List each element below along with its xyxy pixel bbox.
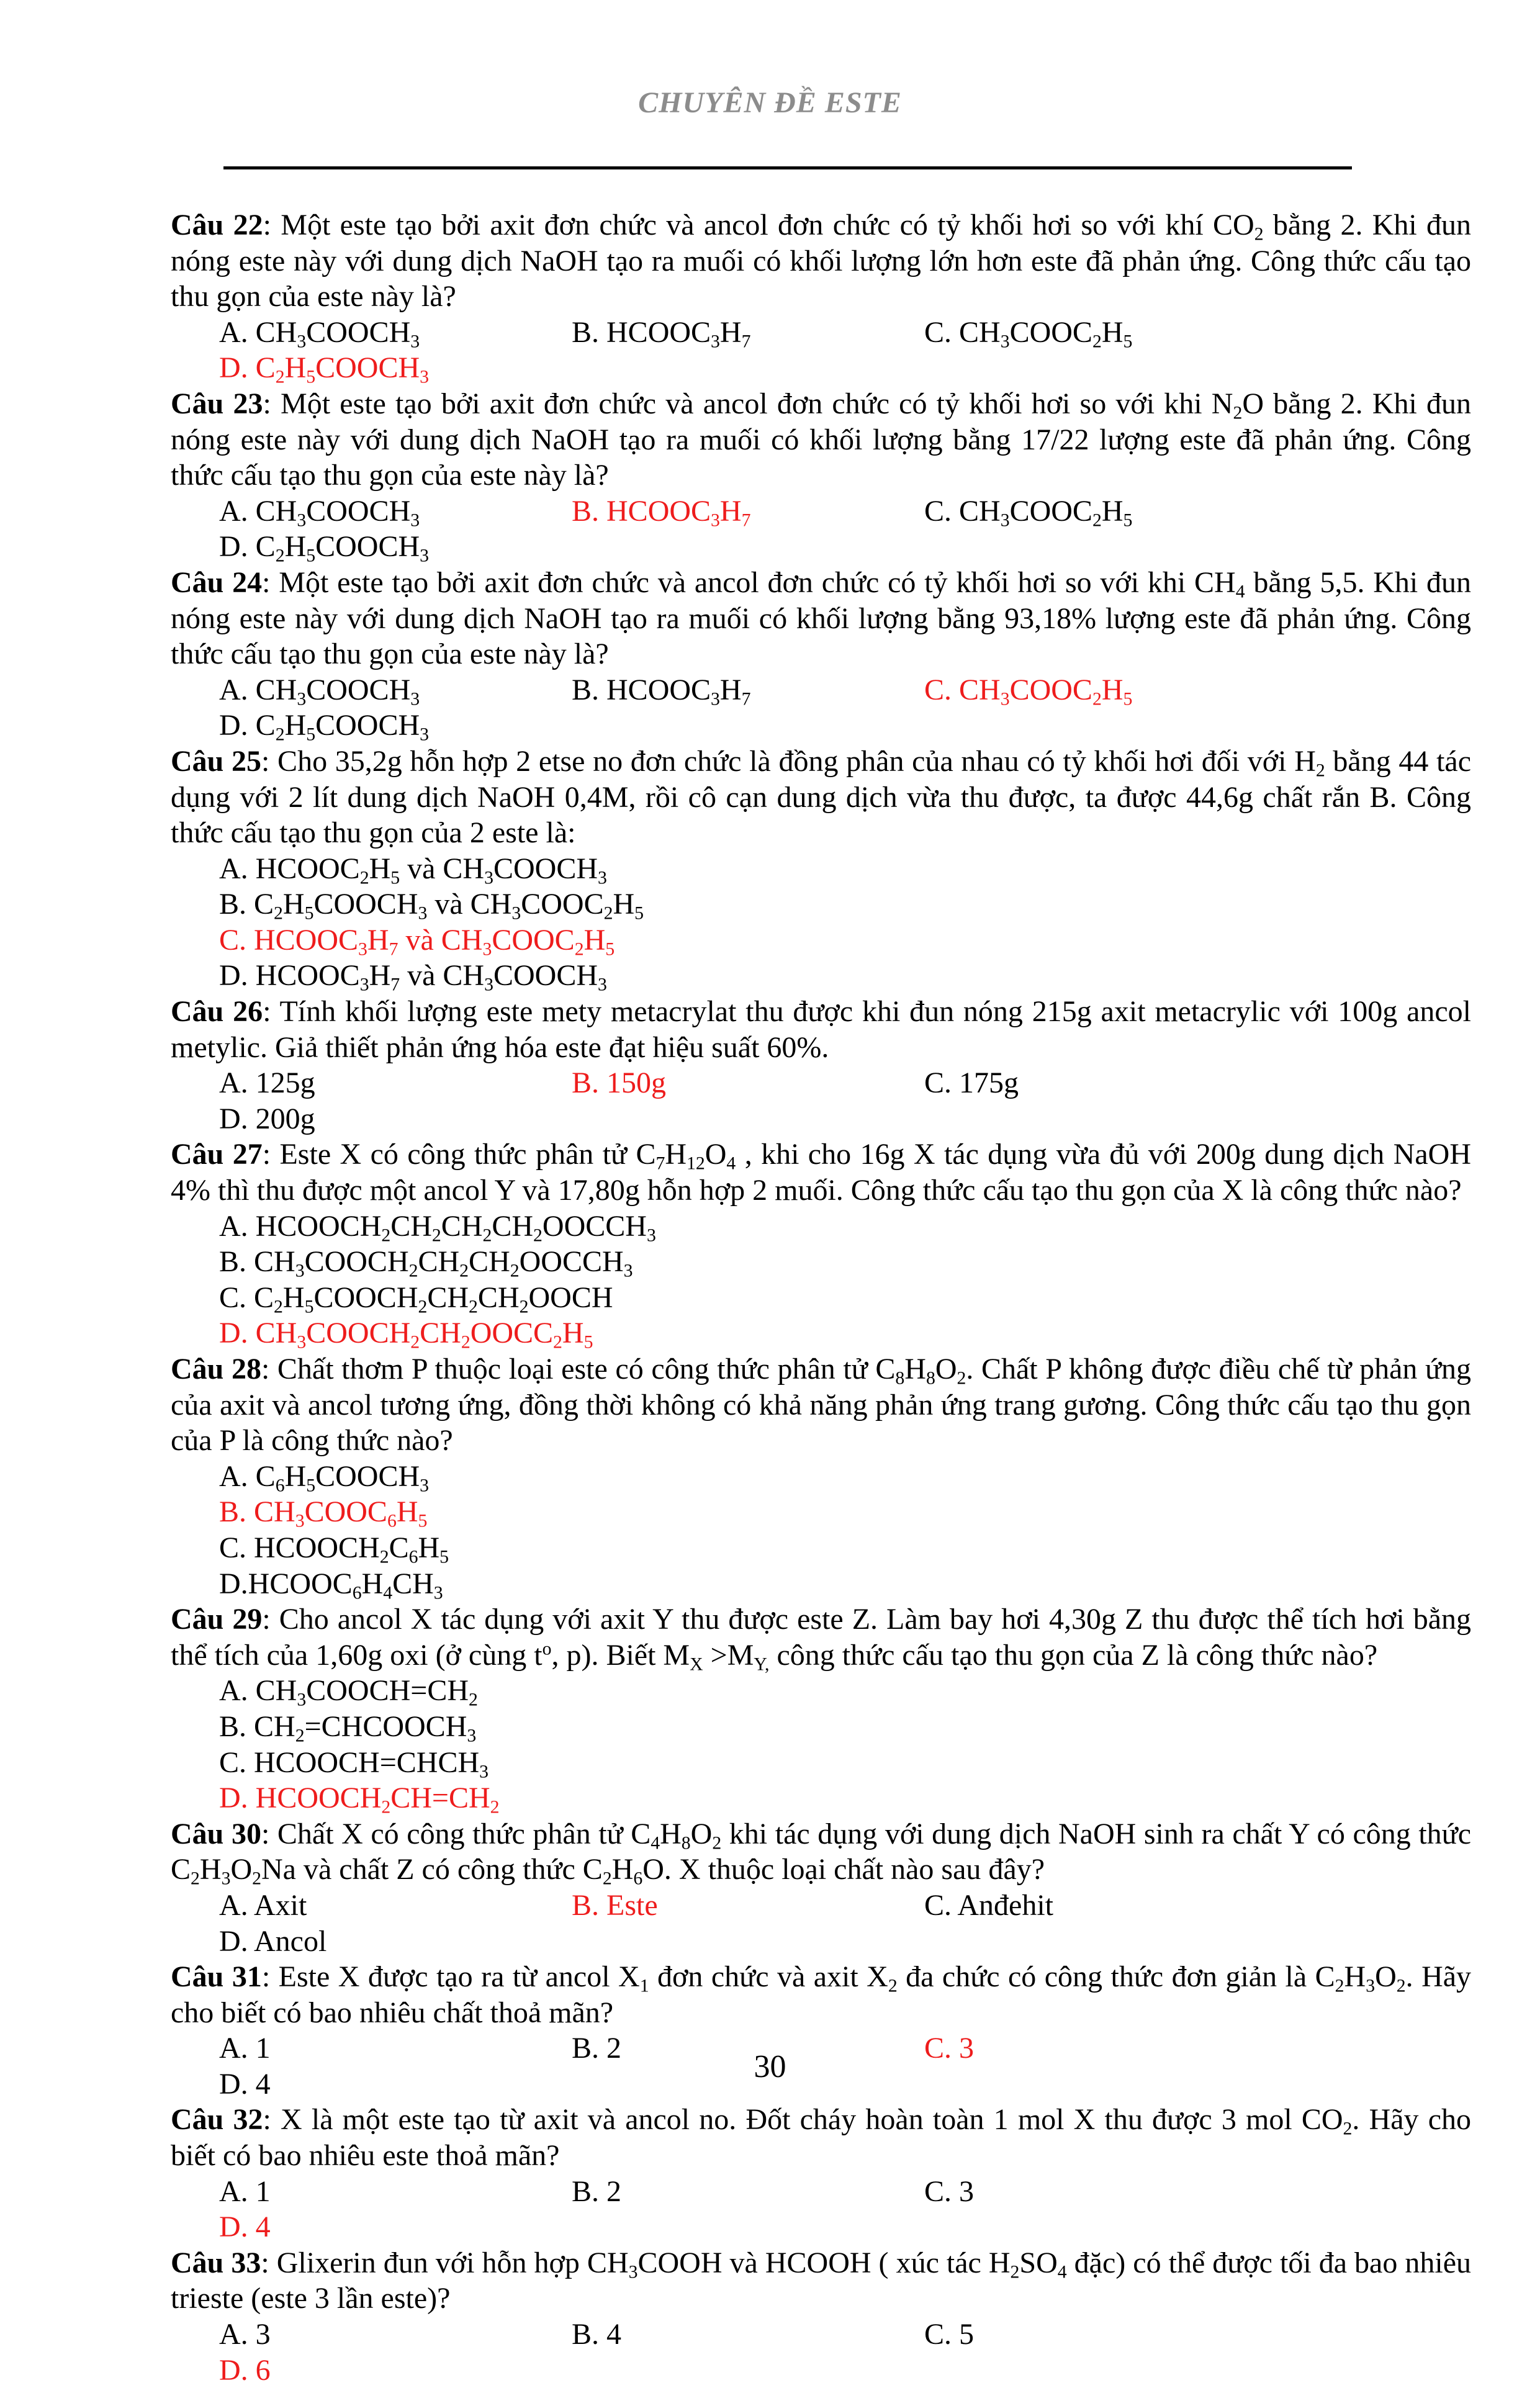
option-a: A. $CH_3COOCH_3$ — [219, 315, 420, 352]
option-a: A. 3 — [219, 2318, 271, 2351]
option-a: A. $CH_3COOCH_3$ — [219, 494, 420, 531]
options — [171, 1065, 1471, 1137]
option-a: A. 1 — [219, 2174, 271, 2208]
option-c: C. $CH_3COOC_2H_5$ — [924, 315, 1133, 352]
option-c: C. $C_2H_5COOCH_2CH_2CH_2OOCH$ — [219, 1281, 613, 1317]
question-27 — [171, 1137, 1471, 1351]
option-b: B. $CH_3COOCH_2CH_2CH_2OOCCH_3$ — [219, 1245, 633, 1281]
page-number: 30 — [754, 2049, 786, 2084]
options — [171, 315, 1471, 386]
options — [171, 1673, 1471, 1816]
question-25 — [171, 744, 1471, 994]
options — [171, 1209, 1471, 1351]
option-a: A. $HCOOC_2H_5$ và $CH_3COOCH_3$ — [219, 852, 607, 888]
question-label: Câu 22 — [171, 209, 263, 241]
option-a: A. $HCOOCH_2CH_2CH_2CH_2OOCCH_3$ — [219, 1209, 656, 1245]
option-c: C. $CH_3COOC_2H_5$ — [924, 494, 1133, 531]
question-32 — [171, 2102, 1471, 2245]
option-d-answer: D. $C_2H_5COOCH_3$ — [219, 351, 430, 387]
question-29 — [171, 1602, 1471, 1816]
option-d-answer: D. $HCOOCH_2CH=CH_2$ — [219, 1782, 500, 1818]
options — [171, 672, 1471, 744]
option-c-answer: C. $CH_3COOC_2H_5$ — [924, 673, 1133, 710]
question-22 — [171, 207, 1471, 386]
question-30 — [171, 1816, 1471, 1959]
question-24 — [171, 565, 1471, 744]
option-d-answer: D. 4 — [219, 2210, 271, 2244]
options — [171, 493, 1471, 565]
option-c: C. 175g — [924, 1066, 1019, 1100]
option-d-answer: D. $CH_3COOCH_2CH_2OOCC_2H_5$ — [219, 1317, 593, 1353]
option-b: B. $HCOOC_3H_7$ — [572, 673, 751, 710]
question-stem: Câu 31: Este X được tạo ra từ ancol $X_1$ đơn chức và axit $X_2$ đa chức có công thức đơn giản là $C_2H_3O_2$. Hãy cho biết có bao nhiêu chất thoả mãn? — [171, 1960, 1472, 2029]
question-stem: Câu 32: X là một este tạo từ axit và ancol no. Đốt cháy hoàn toàn 1 mol X thu được 3 mol $CO_2$. Hãy cho biết có bao nhiêu este thoả mãn? — [171, 2103, 1472, 2173]
question-label: Câu 26 — [171, 995, 263, 1029]
question-stem: Câu 25: Cho 35,2g hỗn hợp 2 etse no đơn chức là đồng phân của nhau có tỷ khối hơi đối với $H_2$ bằng 44 tác dụng với 2 lít dung dịch NaOH 0,4M, rồi cô cạn dung dịch vừa thu được, ta được 44,6g chất rắn B. Công thức cấu tạo thu gọn của 2 este là: — [171, 744, 1472, 850]
question-stem: Câu 27: Este X có công thức phân tử $C_7H_{12}O_4$ , khi cho 16g X tác dụng vừa đủ với 200g dung dịch NaOH 4% thì thu được một ancol Y và 17,80g hỗn hợp 2 muối. Công thức cấu tạo thu gọn của X là công thức nào? — [171, 1138, 1471, 1207]
question-label: Câu 30 — [171, 1817, 261, 1850]
page-header: CHUYÊN ĐỀ ESTE — [638, 86, 902, 119]
option-b-answer: B. 150g — [572, 1066, 667, 1100]
option-b-answer: B. Este — [572, 1888, 658, 1922]
question-stem: Câu 30: Chất X có công thức phân tử $C_4H_8O_2$ khi tác dụng với dung dịch NaOH sinh ra chất Y có công thức $C_2H_3O_2Na$ và chất Z có công thức $C_2H_6O$. X thuộc loại chất nào sau đây? — [171, 1817, 1472, 1889]
question-33 — [171, 2245, 1471, 2388]
question-label: Câu 29 — [171, 1603, 263, 1636]
option-b-answer: B. $CH_3COOC_6H_5$ — [219, 1495, 428, 1531]
header-rule — [223, 166, 1352, 169]
option-c: C. 3 — [924, 2174, 975, 2208]
question-stem: Câu 24: Một este tạo bởi axit đơn chức và ancol đơn chức có tỷ khối hơi so với khi $CH_4$ bằng 5,5. Khi đun nóng este này với dung dịch NaOH tạo ra muối có khối lượng bằng 93,18% lượng este đã phản ứng. Công thức cấu tạo thu gọn của este này là? — [171, 565, 1472, 671]
option-a: A. $CH_3COOCH_3$ — [219, 673, 420, 710]
option-a: A. 1 — [219, 2032, 271, 2065]
question-label: Câu 28 — [171, 1353, 261, 1385]
question-stem: Câu 22: Một este tạo bởi axit đơn chức và ancol đơn chức có tỷ khối hơi so với khí $CO_2$ bằng 2. Khi đun nóng este này với dung dịch NaOH tạo ra muối có khối lượng lớn hơn este đã phản ứng. Công thức cấu tạo thu gọn của este này là? — [171, 209, 1472, 313]
option-c: C. $HCOOCH_2C_6H_5$ — [219, 1531, 449, 1567]
question-28 — [171, 1351, 1471, 1602]
question-stem: Câu 28: Chất thơm P thuộc loại este có công thức phân tử $C_8H_8O_2$. Chất P không được điều chế từ phản ứng của axit và ancol tương ứng, đồng thời không có khả năng phản ứng trang gương. Công thức cấu tạo thu gọn của P là công thức nào? — [171, 1353, 1472, 1458]
question-label: Câu 23 — [171, 387, 263, 420]
options — [171, 851, 1471, 994]
option-a: A. 125g — [219, 1066, 315, 1100]
option-b: B. $HCOOC_3H_7$ — [572, 315, 751, 352]
question-stem: Câu 26: Tính khối lượng este mety metacrylat thu được khi đun nóng 215g axit metacrylic với 100g ancol metylic. Giả thiết phản ứng hóa este đạt hiệu suất 60%. — [171, 995, 1472, 1064]
question-label: Câu 24 — [171, 565, 263, 599]
question-label: Câu 32 — [171, 2103, 263, 2137]
option-c: C. $HCOOCH=CHCH_3$ — [219, 1746, 489, 1782]
options — [171, 2174, 1471, 2245]
option-d: D. $C_2H_5COOCH_3$ — [219, 530, 430, 566]
option-b: B. $CH_2=CHCOOCH_3$ — [219, 1710, 477, 1746]
option-a: A. $C_6H_5COOCH_3$ — [219, 1459, 430, 1496]
question-23 — [171, 386, 1471, 565]
option-b-answer: B. $HCOOC_3H_7$ — [572, 494, 751, 531]
option-c-answer: C. $HCOOC_3H_7$ và $CH_3COOC_2H_5$ — [219, 923, 615, 960]
option-c: C. 5 — [924, 2318, 975, 2351]
options — [171, 2317, 1471, 2388]
option-d: D. $C_2H_5COOCH_3$ — [219, 709, 430, 745]
options — [171, 1888, 1471, 1959]
question-label: Câu 31 — [171, 1960, 262, 1994]
question-stem: Câu 29: Cho ancol X tác dụng với axit Y thu được este Z. Làm bay hơi 4,30g Z thu được thể tích hơi bằng thể tích của 1,60g oxi (ở cùng $t^o$, p). Biết $M_X >M_{Y,}$ công thức cấu tạo thu gọn của Z là công thức nào? — [171, 1603, 1472, 1675]
question-stem: Câu 33: Glixerin đun với hỗn hợp $CH_3COOH$ và HCOOH ( xúc tác $H_2SO_4$ đặc) có thể được tối đa bao nhiêu trieste (este 3 lần este)? — [171, 2246, 1472, 2315]
question-stem: Câu 23: Một este tạo bởi axit đơn chức và ancol đơn chức có tỷ khối hơi so với khi $N_2O$ bằng 2. Khi đun nóng este này với dung dịch NaOH tạo ra muối có khối lượng bằng 17/22 lượng este đã phản ứng. Công thức cấu tạo thu gọn của este này là? — [171, 387, 1471, 492]
options — [171, 1459, 1471, 1602]
option-b: B. $C_2H_5COOCH_3$ và $CH_3COOC_2H_5$ — [219, 888, 644, 924]
option-d: D. 4 — [219, 2067, 271, 2101]
option-c-answer: C. 3 — [924, 2032, 975, 2065]
option-b: B. 2 — [572, 2032, 622, 2065]
option-b: B. 4 — [572, 2318, 622, 2351]
question-label: Câu 33 — [171, 2246, 261, 2279]
option-d: D. 200g — [219, 1102, 315, 1135]
option-d-answer: D. 6 — [219, 2353, 271, 2387]
option-d: D. $HCOOC_3H_7$ và $CH_3COOCH_3$ — [219, 959, 607, 995]
option-c: C. Anđehit — [924, 1888, 1054, 1922]
option-a: A. $CH_3COOCH=CH_2$ — [219, 1674, 478, 1710]
option-d: $D.HCOOC_6H_4CH_3$ — [219, 1567, 443, 1603]
question-label: Câu 27 — [171, 1138, 263, 1171]
option-a: A. Axit — [219, 1888, 307, 1922]
question-26 — [171, 994, 1471, 1137]
option-d: D. Ancol — [219, 1924, 327, 1958]
option-b: B. 2 — [572, 2174, 622, 2208]
question-label: Câu 25 — [171, 744, 262, 778]
